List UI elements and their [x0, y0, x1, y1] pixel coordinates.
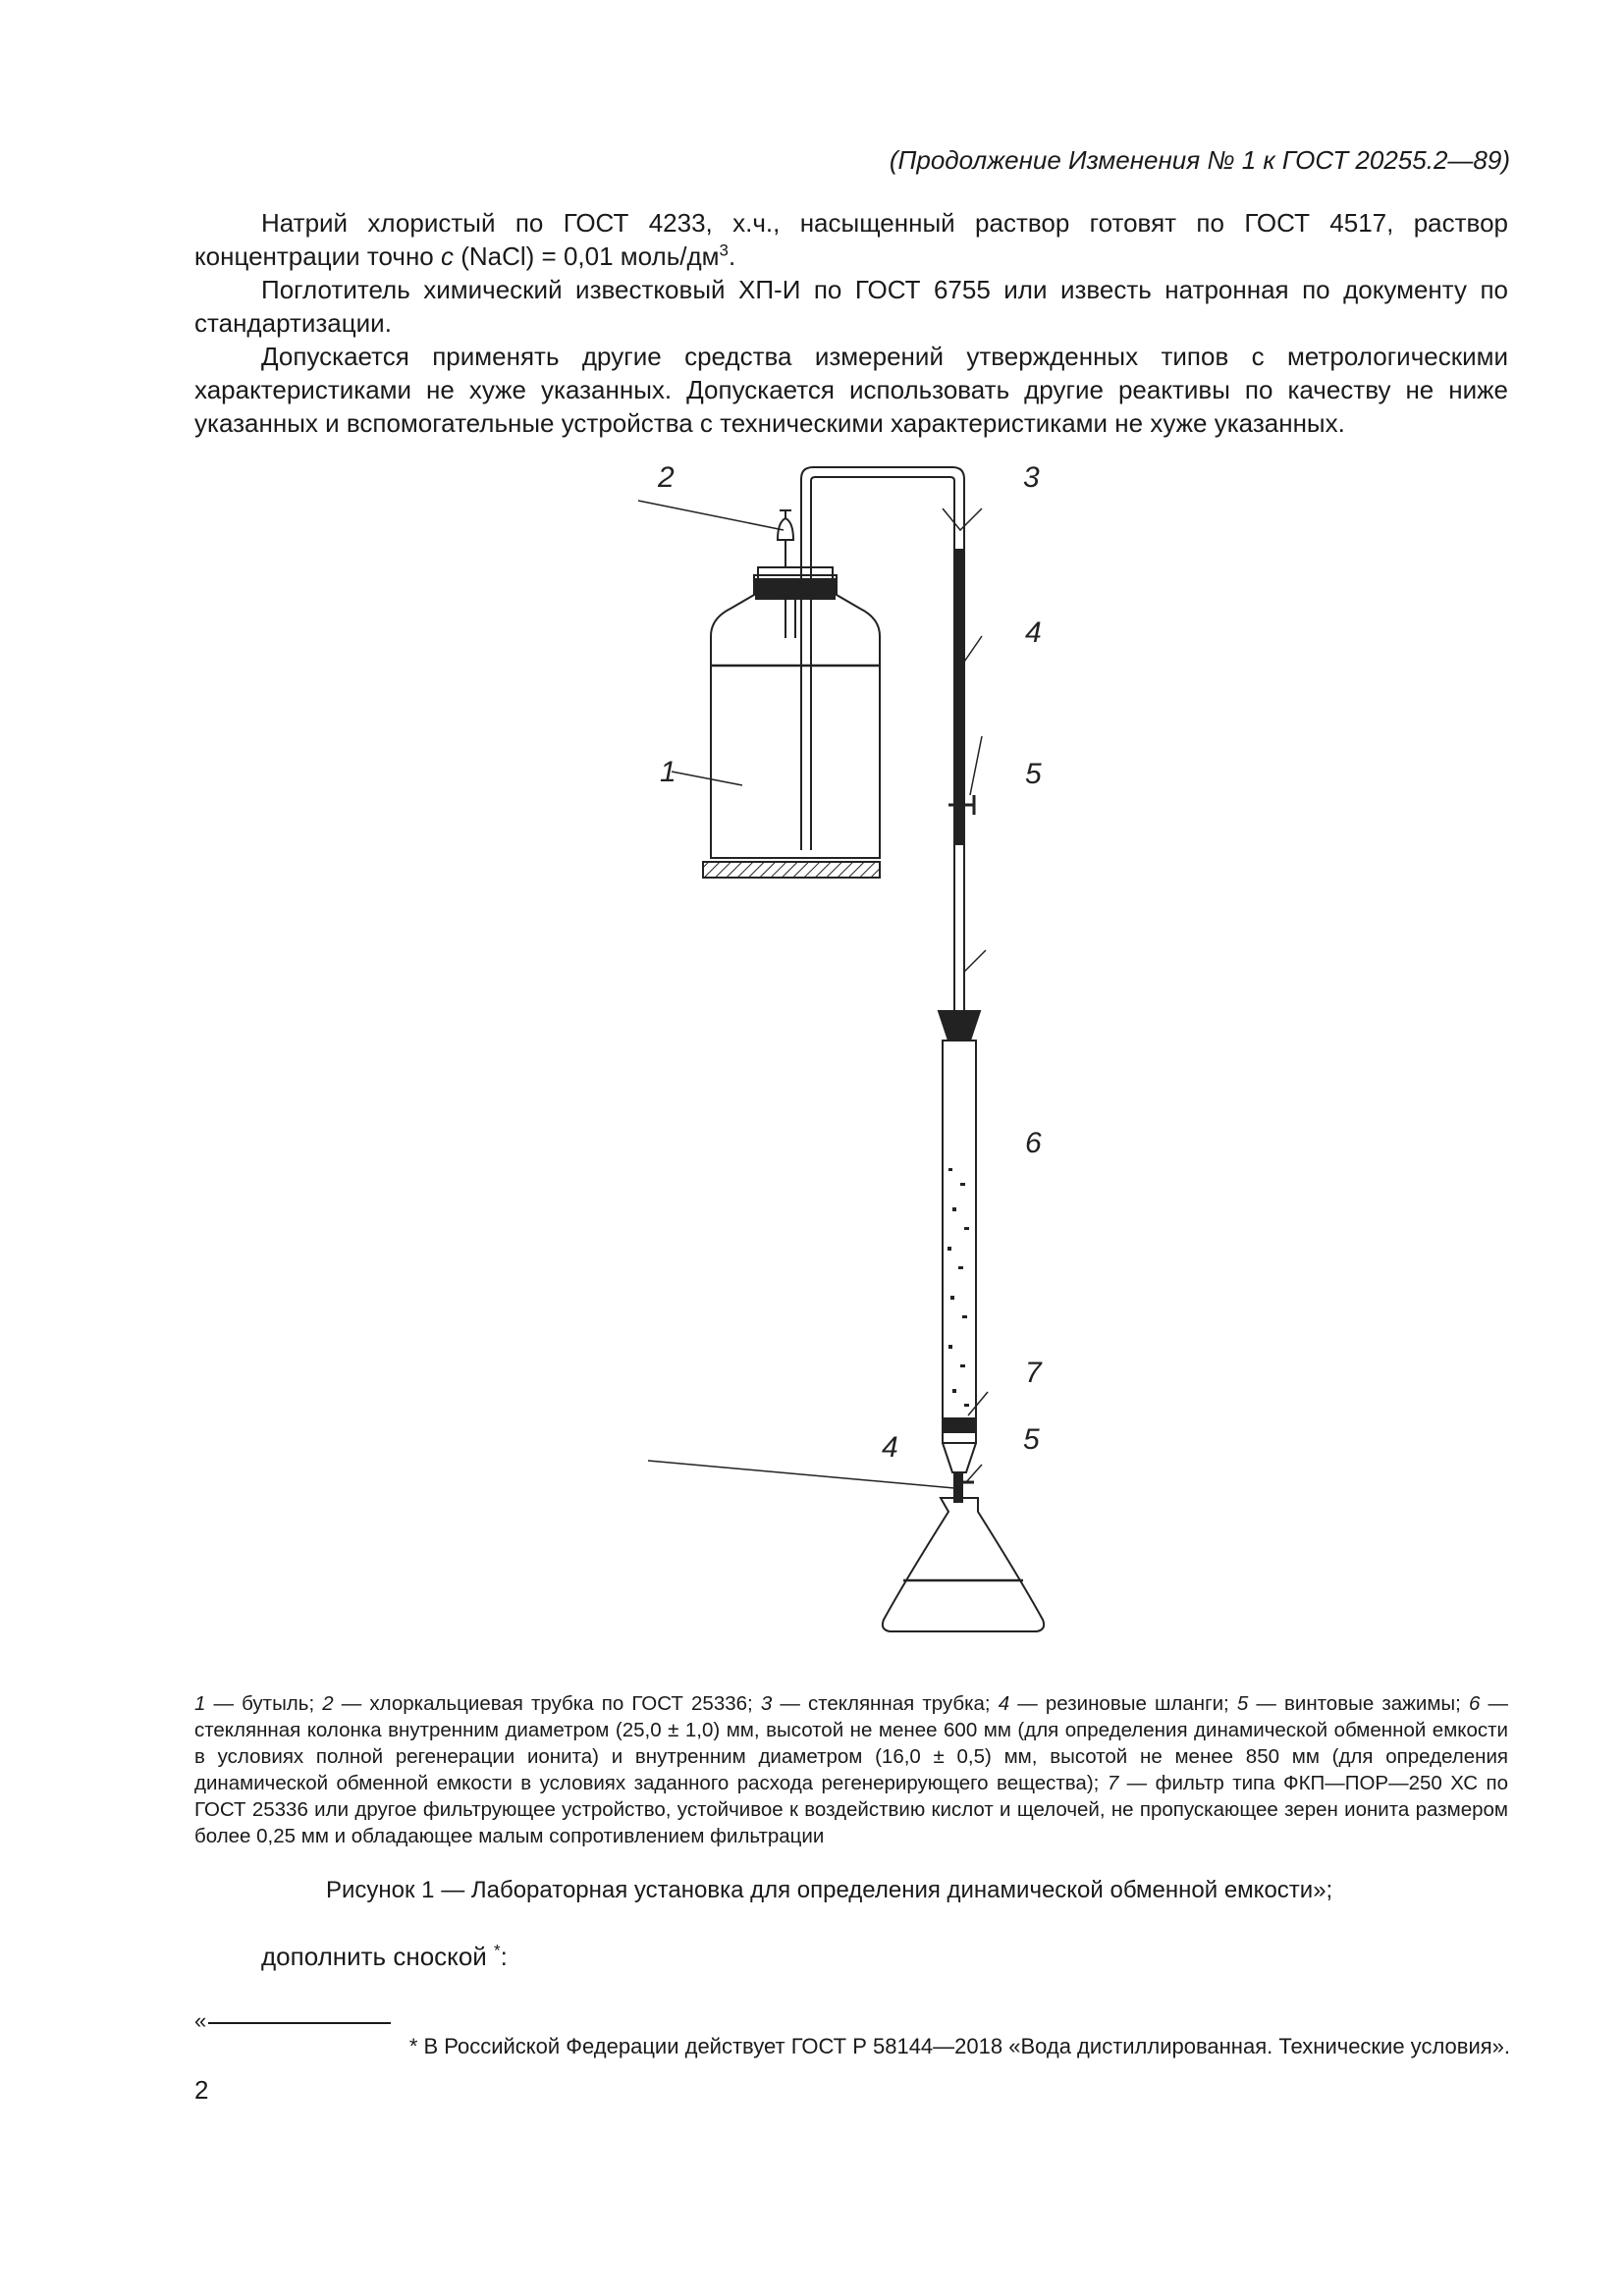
calcium-chloride-tube-2: [778, 510, 793, 567]
caption-n4: 4: [998, 1692, 1010, 1715]
column-top-stopper: [939, 1011, 980, 1041]
label-4-lower: 4: [882, 1431, 898, 1464]
p1-text-a: Натрий хлористый по ГОСТ 4233, х.ч., насыщенный раствор готовят по ГОСТ 4517, раствор концентрации точно: [194, 208, 1508, 271]
conical-flask: [883, 1498, 1044, 1631]
caption-n6: 6: [1468, 1692, 1481, 1715]
label-7: 7: [1025, 1357, 1042, 1389]
page-number: 2: [194, 2075, 209, 2105]
caption-t3: — стеклянная трубка;: [772, 1692, 999, 1715]
caption-n7: 7: [1107, 1772, 1119, 1794]
caption-n2: 2: [322, 1692, 334, 1715]
rubber-hose-4: [954, 550, 964, 844]
lab-setup-diagram: [609, 461, 1080, 1649]
label-4-upper: 4: [1025, 616, 1042, 649]
paragraph-sodium-chloride: [194, 206, 1508, 273]
p1-sup: 3: [719, 240, 729, 260]
caption-n5: 5: [1236, 1692, 1249, 1715]
running-header: (Продолжение Изменения № 1 к ГОСТ 20255.2—89): [889, 145, 1510, 175]
p1-end: .: [728, 241, 736, 271]
figure-caption: [194, 1690, 1508, 1849]
stopper: [756, 579, 835, 599]
caption-t1: — бутыль;: [205, 1692, 323, 1715]
bottle-stand: [703, 862, 880, 878]
footnote-rule: [208, 2022, 391, 2024]
caption-t2: — хлоркальциевая трубка по ГОСТ 25336;: [333, 1692, 761, 1715]
paragraph-allowed: Допускается применять другие средства измерений утвержденных типов с метрологическими характеристиками не хуже указанных. Допускается использовать другие реактивы по качеству не ниже указанных и вспомогательные устройства с техническими характеристиками не хуже указанных.: [194, 342, 1508, 438]
caption-n3: 3: [760, 1692, 773, 1715]
caption-t6: — стеклянная колонка внутренним диаметром (25,0 ± 1,0) мм, высотой не менее 600 мм (для определения динамической обменной емкости в условиях полной регенерации ионита) и внутренним диаметром (16,0 ± 0,5) мм, высотой не менее 850 мм (для определения динамической обменной емкости в условиях заданного расхода регенерирующего вещества);: [194, 1692, 1508, 1794]
supplement-end: :: [500, 1942, 508, 1971]
label-3: 3: [1023, 461, 1040, 494]
caption-t4: — резиновые шланги;: [1009, 1692, 1237, 1715]
glass-tube-3: [801, 467, 964, 1011]
p1-text-b: (NaCl) = 0,01 моль/дм: [454, 241, 720, 271]
caption-n1: 1: [194, 1692, 206, 1715]
supplement-line: [261, 1942, 508, 1972]
footnote-open-quote: «: [194, 2008, 207, 2033]
figure-lab-setup: [609, 461, 1080, 1649]
label-1: 1: [660, 756, 677, 788]
label-2: 2: [658, 461, 675, 494]
body-text: [194, 206, 1508, 440]
label-6: 6: [1025, 1127, 1042, 1159]
glass-column-6: [943, 1041, 976, 1443]
filter-7: [943, 1418, 976, 1432]
caption-t5: — винтовые зажимы;: [1248, 1692, 1469, 1715]
supplement-text: дополнить сноской: [261, 1942, 495, 1971]
inner-pipe: [785, 599, 795, 638]
supplement-sup: *: [494, 1941, 501, 1960]
p1-var-c: c: [441, 241, 454, 271]
label-5-lower: 5: [1023, 1423, 1040, 1456]
label-5-upper: 5: [1025, 758, 1042, 790]
ion-exchanger-fill: [947, 1168, 969, 1407]
paragraph-absorber: Поглотитель химический известковый ХП-И по ГОСТ 6755 или известь натронная по документу по стандартизации.: [194, 275, 1508, 338]
figure-title: Рисунок 1 — Лабораторная установка для определения динамической обменной емкости»;: [326, 1877, 1333, 1903]
caption-t7: — фильтр типа ФКП—ПОР—250 ХС по ГОСТ 25336 или другое фильтрующее устройство, устойчивое к воздействию кислот и щелочей, не пропускающее зерен ионита размером более 0,25 мм и обладающее малым сопротивлением фильтрации: [194, 1772, 1509, 1847]
footnote: * В Российской Федерации действует ГОСТ Р 58144—2018 «Вода дистиллированная. Технические условия».: [408, 2034, 1510, 2058]
